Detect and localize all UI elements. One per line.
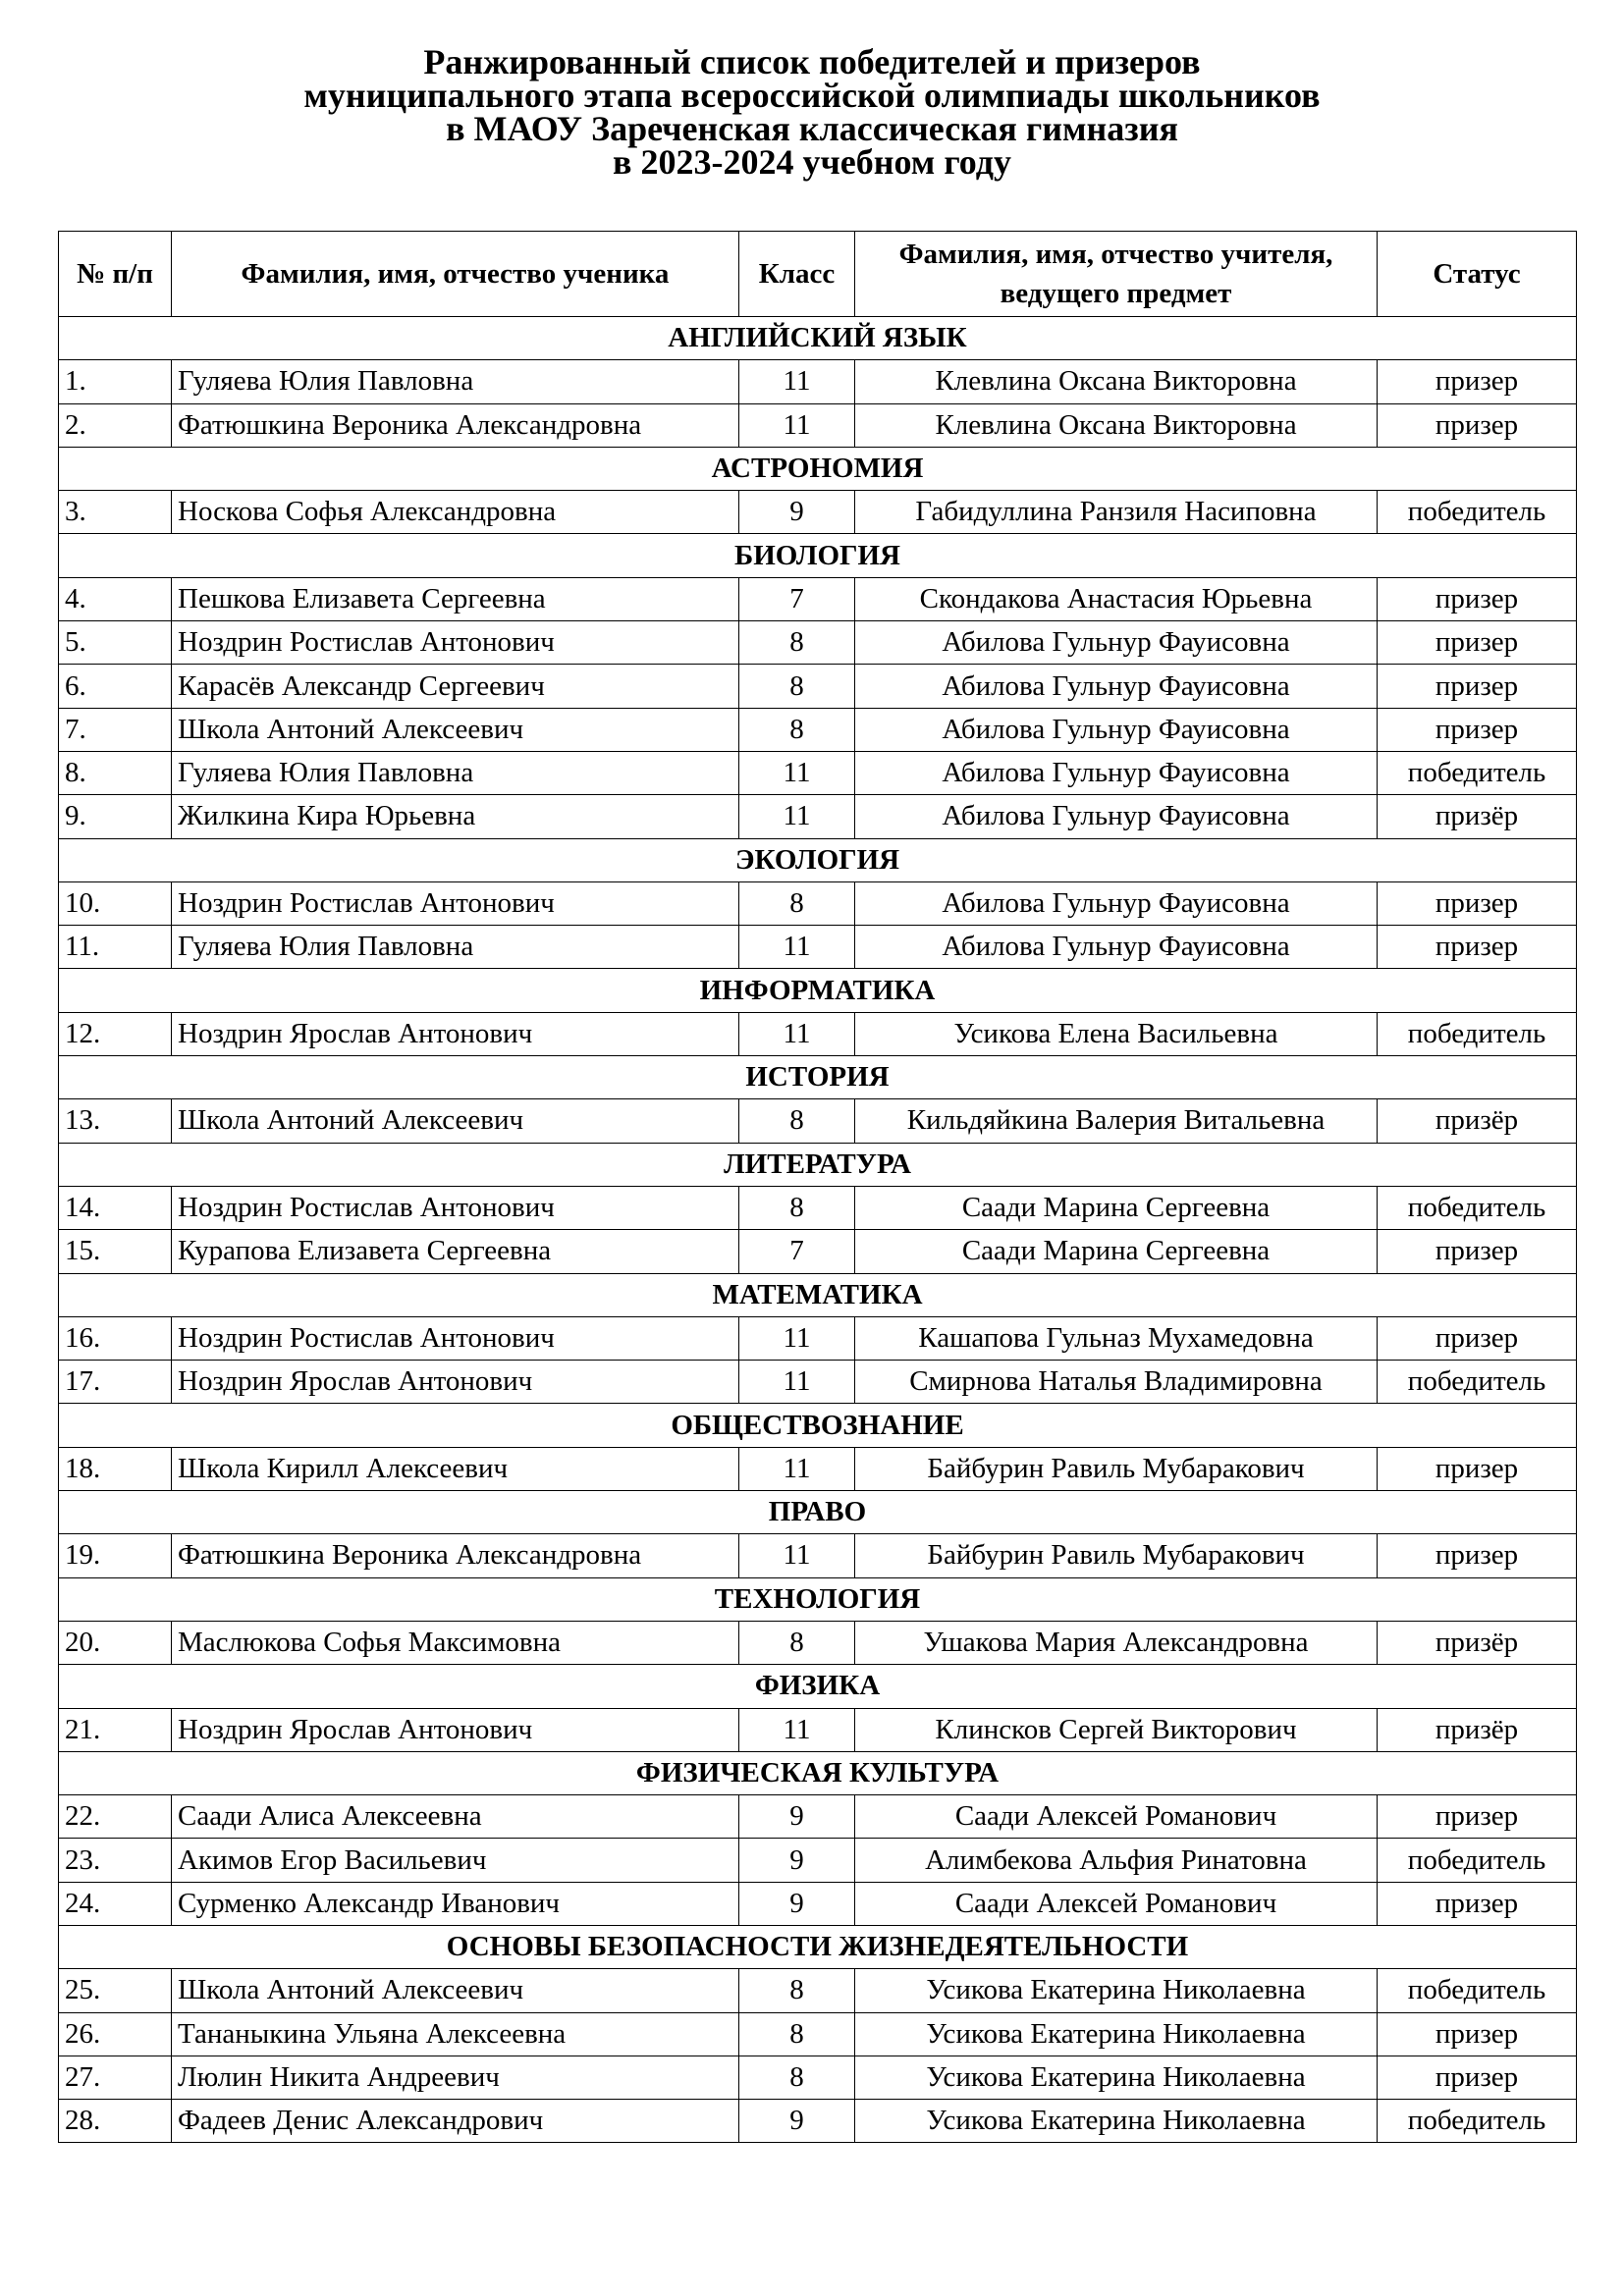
cell-student: Жилкина Кира Юрьевна (172, 795, 739, 838)
cell-grade: 11 (739, 1534, 855, 1577)
cell-status: призер (1378, 1316, 1577, 1360)
cell-teacher: Саади Алексей Романович (855, 1795, 1378, 1839)
cell-grade: 7 (739, 577, 855, 620)
table-body (59, 317, 1577, 2143)
subject-heading: ЛИТЕРАТУРА (59, 1143, 1577, 1186)
cell-teacher: Усикова Екатерина Николаевна (855, 2100, 1378, 2143)
cell-grade: 11 (739, 1316, 855, 1360)
cell-status: победитель (1378, 1839, 1577, 1882)
table-header-row (59, 232, 1577, 317)
cell-status: призер (1378, 1230, 1577, 1273)
subject-row (59, 1665, 1577, 1708)
cell-num: 21. (59, 1708, 172, 1751)
cell-num: 9. (59, 795, 172, 838)
cell-grade: 8 (739, 665, 855, 708)
subject-row (59, 838, 1577, 881)
cell-status: победитель (1378, 751, 1577, 794)
subject-heading: ИНФОРМАТИКА (59, 969, 1577, 1012)
title-line: в МАОУ Зареченская классическая гимназия (446, 109, 1178, 148)
table-row (59, 1839, 1577, 1882)
table-row (59, 1099, 1577, 1143)
table-row (59, 1012, 1577, 1055)
table-row (59, 1621, 1577, 1664)
cell-grade: 8 (739, 2056, 855, 2099)
cell-grade: 11 (739, 360, 855, 403)
subject-row (59, 534, 1577, 577)
cell-status: призер (1378, 403, 1577, 447)
cell-student: Карасёв Александр Сергеевич (172, 665, 739, 708)
cell-grade: 8 (739, 1186, 855, 1229)
cell-num: 13. (59, 1099, 172, 1143)
cell-grade: 8 (739, 708, 855, 751)
subject-heading: ФИЗИЧЕСКАЯ КУЛЬТУРА (59, 1751, 1577, 1794)
cell-num: 28. (59, 2100, 172, 2143)
cell-student: Фатюшкина Вероника Александровна (172, 403, 739, 447)
subject-heading: ИСТОРИЯ (59, 1056, 1577, 1099)
subject-heading: ОСНОВЫ БЕЗОПАСНОСТИ ЖИЗНЕДЕЯТЕЛЬНОСТИ (59, 1925, 1577, 1968)
title-line: в 2023-2024 учебном году (613, 142, 1011, 182)
cell-num: 6. (59, 665, 172, 708)
subject-row (59, 1273, 1577, 1316)
cell-teacher: Клевлина Оксана Викторовна (855, 360, 1378, 403)
cell-student: Школа Антоний Алексеевич (172, 1969, 739, 2012)
cell-teacher: Абилова Гульнур Фауисовна (855, 621, 1378, 665)
table-row (59, 1447, 1577, 1490)
cell-status: призер (1378, 665, 1577, 708)
table-row (59, 1969, 1577, 2012)
subject-heading: БИОЛОГИЯ (59, 534, 1577, 577)
cell-student: Носкова Софья Александровна (172, 491, 739, 534)
document-title (0, 42, 1624, 182)
subject-row (59, 1491, 1577, 1534)
cell-teacher: Усикова Екатерина Николаевна (855, 2012, 1378, 2056)
cell-num: 15. (59, 1230, 172, 1273)
cell-num: 3. (59, 491, 172, 534)
cell-teacher: Саади Алексей Романович (855, 1882, 1378, 1925)
cell-num: 25. (59, 1969, 172, 2012)
subject-heading: ПРАВО (59, 1491, 1577, 1534)
subject-row (59, 969, 1577, 1012)
cell-teacher: Абилова Гульнур Фауисовна (855, 708, 1378, 751)
cell-teacher: Алимбекова Альфия Ринатовна (855, 1839, 1378, 1882)
cell-student: Школа Антоний Алексеевич (172, 1099, 739, 1143)
cell-student: Маслюкова Софья Максимовна (172, 1621, 739, 1664)
cell-status: призер (1378, 577, 1577, 620)
cell-num: 11. (59, 926, 172, 969)
table-row (59, 2012, 1577, 2056)
subject-heading: ФИЗИКА (59, 1665, 1577, 1708)
cell-student: Ноздрин Ярослав Антонович (172, 1708, 739, 1751)
subject-row (59, 1143, 1577, 1186)
cell-student: Фатюшкина Вероника Александровна (172, 1534, 739, 1577)
cell-grade: 8 (739, 1969, 855, 2012)
table-row (59, 751, 1577, 794)
cell-grade: 11 (739, 1447, 855, 1490)
table-row (59, 2056, 1577, 2099)
cell-student: Школа Кирилл Алексеевич (172, 1447, 739, 1490)
cell-grade: 8 (739, 621, 855, 665)
cell-grade: 9 (739, 1795, 855, 1839)
cell-num: 2. (59, 403, 172, 447)
cell-num: 19. (59, 1534, 172, 1577)
cell-teacher: Усикова Екатерина Николаевна (855, 1969, 1378, 2012)
cell-status: призер (1378, 1795, 1577, 1839)
cell-status: призер (1378, 621, 1577, 665)
cell-teacher: Саади Марина Сергеевна (855, 1186, 1378, 1229)
cell-status: призер (1378, 360, 1577, 403)
cell-grade: 11 (739, 403, 855, 447)
cell-grade: 11 (739, 926, 855, 969)
cell-grade: 11 (739, 751, 855, 794)
cell-num: 16. (59, 1316, 172, 1360)
cell-student: Курапова Елизавета Сергеевна (172, 1230, 739, 1273)
cell-grade: 9 (739, 1839, 855, 1882)
cell-status: призёр (1378, 795, 1577, 838)
table-row (59, 926, 1577, 969)
subject-row (59, 1056, 1577, 1099)
cell-grade: 8 (739, 881, 855, 925)
title-line: муниципального этапа всероссийской олимпиады школьников (303, 76, 1321, 115)
cell-status: победитель (1378, 1969, 1577, 2012)
cell-teacher: Скондакова Анастасия Юрьевна (855, 577, 1378, 620)
cell-student: Ноздрин Ростислав Антонович (172, 1316, 739, 1360)
cell-num: 10. (59, 881, 172, 925)
cell-status: победитель (1378, 1012, 1577, 1055)
table-row (59, 2100, 1577, 2143)
subject-row (59, 1925, 1577, 1968)
cell-status: победитель (1378, 2100, 1577, 2143)
cell-teacher: Клевлина Оксана Викторовна (855, 403, 1378, 447)
table-row (59, 403, 1577, 447)
table-row (59, 491, 1577, 534)
table-row (59, 795, 1577, 838)
subject-heading: ОБЩЕСТВОЗНАНИЕ (59, 1404, 1577, 1447)
table-row (59, 1882, 1577, 1925)
cell-status: призер (1378, 1882, 1577, 1925)
cell-status: призер (1378, 881, 1577, 925)
cell-student: Акимов Егор Васильевич (172, 1839, 739, 1882)
header-num: № п/п (59, 232, 172, 317)
cell-teacher: Клинсков Сергей Викторович (855, 1708, 1378, 1751)
cell-student: Фадеев Денис Александрович (172, 2100, 739, 2143)
table-row (59, 1534, 1577, 1577)
cell-grade: 8 (739, 1099, 855, 1143)
cell-teacher: Смирнова Наталья Владимировна (855, 1361, 1378, 1404)
subject-row (59, 1751, 1577, 1794)
cell-status: победитель (1378, 1186, 1577, 1229)
subject-heading: ТЕХНОЛОГИЯ (59, 1577, 1577, 1621)
table-row (59, 1795, 1577, 1839)
cell-teacher: Абилова Гульнур Фауисовна (855, 751, 1378, 794)
cell-grade: 11 (739, 1361, 855, 1404)
table-row (59, 665, 1577, 708)
cell-num: 27. (59, 2056, 172, 2099)
cell-teacher: Габидуллина Ранзиля Насиповна (855, 491, 1378, 534)
cell-grade: 11 (739, 1708, 855, 1751)
cell-status: призер (1378, 2012, 1577, 2056)
cell-student: Школа Антоний Алексеевич (172, 708, 739, 751)
cell-student: Ноздрин Ярослав Антонович (172, 1012, 739, 1055)
cell-num: 23. (59, 1839, 172, 1882)
table-row (59, 360, 1577, 403)
subject-heading: АНГЛИЙСКИЙ ЯЗЫК (59, 317, 1577, 360)
cell-num: 12. (59, 1012, 172, 1055)
header-student: Фамилия, имя, отчество ученика (172, 232, 739, 317)
header-grade: Класс (739, 232, 855, 317)
cell-student: Ноздрин Ростислав Антонович (172, 1186, 739, 1229)
cell-student: Саади Алиса Алексеевна (172, 1795, 739, 1839)
cell-teacher: Байбурин Равиль Мубаракович (855, 1534, 1378, 1577)
subject-heading: МАТЕМАТИКА (59, 1273, 1577, 1316)
cell-teacher: Байбурин Равиль Мубаракович (855, 1447, 1378, 1490)
title-line: Ранжированный список победителей и призеров (423, 42, 1201, 81)
cell-teacher: Кильдяйкина Валерия Витальевна (855, 1099, 1378, 1143)
cell-status: призер (1378, 926, 1577, 969)
cell-grade: 9 (739, 1882, 855, 1925)
table-row (59, 1230, 1577, 1273)
cell-teacher: Абилова Гульнур Фауисовна (855, 926, 1378, 969)
cell-status: призёр (1378, 1099, 1577, 1143)
table-row (59, 1186, 1577, 1229)
cell-teacher: Абилова Гульнур Фауисовна (855, 881, 1378, 925)
cell-status: призер (1378, 1534, 1577, 1577)
table-row (59, 577, 1577, 620)
cell-grade: 11 (739, 1012, 855, 1055)
cell-num: 26. (59, 2012, 172, 2056)
cell-student: Сурменко Александр Иванович (172, 1882, 739, 1925)
cell-student: Ноздрин Ярослав Антонович (172, 1361, 739, 1404)
subject-row (59, 1404, 1577, 1447)
cell-num: 17. (59, 1361, 172, 1404)
cell-status: призёр (1378, 1621, 1577, 1664)
cell-status: призер (1378, 708, 1577, 751)
cell-grade: 9 (739, 491, 855, 534)
cell-teacher: Абилова Гульнур Фауисовна (855, 795, 1378, 838)
cell-num: 8. (59, 751, 172, 794)
cell-grade: 8 (739, 1621, 855, 1664)
cell-grade: 7 (739, 1230, 855, 1273)
cell-teacher: Саади Марина Сергеевна (855, 1230, 1378, 1273)
cell-num: 1. (59, 360, 172, 403)
cell-teacher: Кашапова Гульназ Мухамедовна (855, 1316, 1378, 1360)
cell-num: 24. (59, 1882, 172, 1925)
table-row (59, 621, 1577, 665)
subject-heading: ЭКОЛОГИЯ (59, 838, 1577, 881)
cell-num: 7. (59, 708, 172, 751)
cell-student: Тананыкина Ульяна Алексеевна (172, 2012, 739, 2056)
table-row (59, 708, 1577, 751)
cell-num: 4. (59, 577, 172, 620)
cell-num: 22. (59, 1795, 172, 1839)
cell-num: 5. (59, 621, 172, 665)
cell-grade: 11 (739, 795, 855, 838)
cell-num: 14. (59, 1186, 172, 1229)
cell-teacher: Усикова Елена Васильевна (855, 1012, 1378, 1055)
subject-heading: АСТРОНОМИЯ (59, 447, 1577, 490)
cell-status: победитель (1378, 491, 1577, 534)
cell-status: победитель (1378, 1361, 1577, 1404)
subject-row (59, 1577, 1577, 1621)
cell-status: призёр (1378, 1708, 1577, 1751)
cell-num: 20. (59, 1621, 172, 1664)
cell-grade: 8 (739, 2012, 855, 2056)
table-row (59, 1361, 1577, 1404)
cell-student: Пешкова Елизавета Сергеевна (172, 577, 739, 620)
cell-grade: 9 (739, 2100, 855, 2143)
table-row (59, 881, 1577, 925)
cell-student: Ноздрин Ростислав Антонович (172, 881, 739, 925)
cell-teacher: Усикова Екатерина Николаевна (855, 2056, 1378, 2099)
table-row (59, 1316, 1577, 1360)
subject-row (59, 447, 1577, 490)
cell-teacher: Ушакова Мария Александровна (855, 1621, 1378, 1664)
cell-student: Гуляева Юлия Павловна (172, 926, 739, 969)
cell-student: Ноздрин Ростислав Антонович (172, 621, 739, 665)
table-row (59, 1708, 1577, 1751)
header-status: Статус (1378, 232, 1577, 317)
header-teacher: Фамилия, имя, отчество учителя, ведущего предмет (855, 232, 1378, 317)
cell-student: Гуляева Юлия Павловна (172, 360, 739, 403)
cell-teacher: Абилова Гульнур Фауисовна (855, 665, 1378, 708)
cell-status: призер (1378, 1447, 1577, 1490)
cell-status: призер (1378, 2056, 1577, 2099)
winners-table (58, 231, 1577, 2143)
cell-student: Гуляева Юлия Павловна (172, 751, 739, 794)
cell-student: Люлин Никита Андреевич (172, 2056, 739, 2099)
cell-num: 18. (59, 1447, 172, 1490)
subject-row (59, 317, 1577, 360)
